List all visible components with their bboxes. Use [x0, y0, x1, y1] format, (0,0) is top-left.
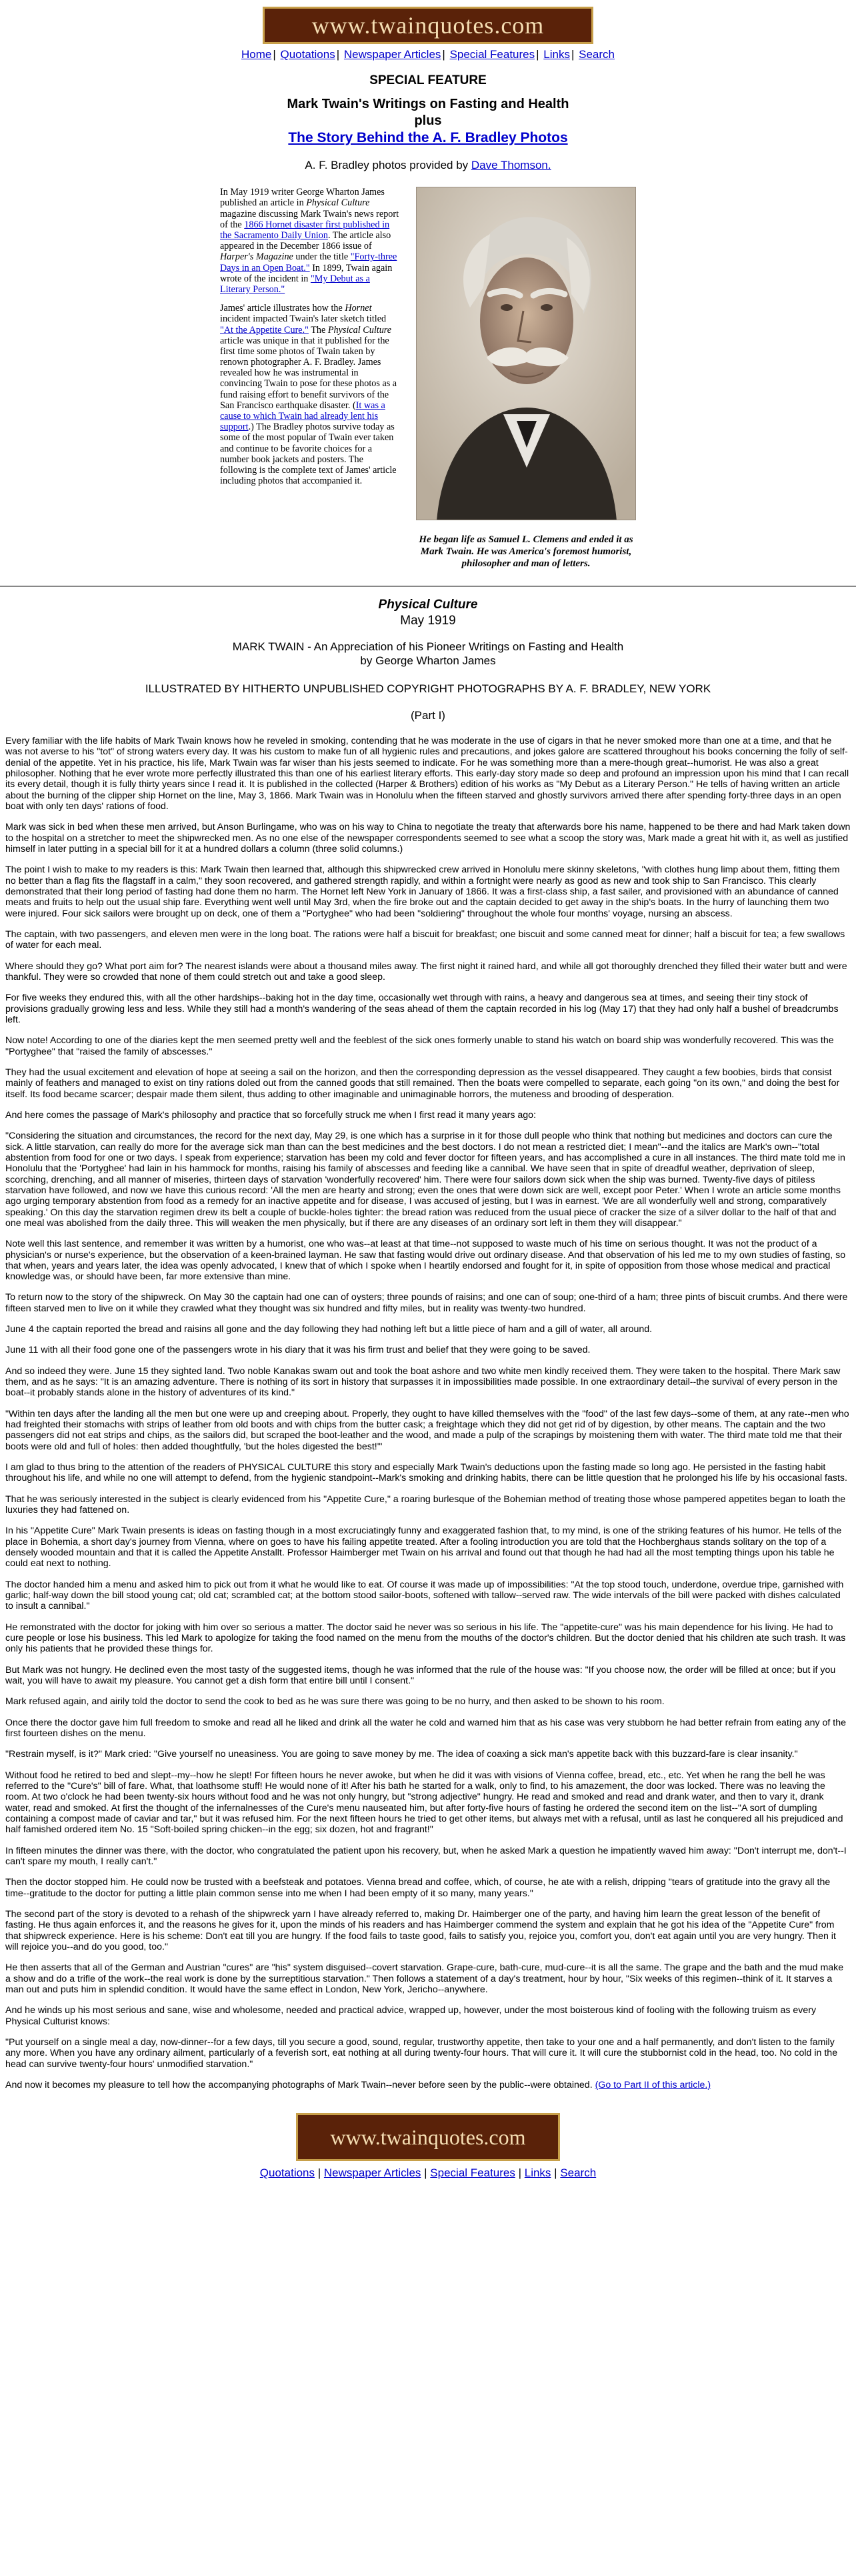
article-paragraph: Mark was sick in bed when these men arrived, but Anson Burlingame, who was on his way to China to negotiate the treaty that afterwards bore his name, happened to be there and had Mark taken down to the hospital on a stretcher to meet the shipwrecked men. As no one else of the newspaper correspondents seemed to see what a scoop the story was, Mark made a great hit with it, as well as justified himself in later putting in a special bill for it at a hundred dollars a column (three solid columns.): [5, 822, 851, 854]
article-paragraph: To return now to the story of the shipwreck. On May 30 the captain had one can of oysters; three pounds of raisins; and one can of soup; one-third of a ham; three pints of biscuit crumbs. And there were fifteen starved men to live on it while they crawled what they thought was six hundred and fifty miles, but in reality was twenty-two hundred.: [5, 1292, 848, 1314]
photo-credit-text: A. F. Bradley photos provided by: [305, 159, 471, 172]
title-link[interactable]: The Story Behind the A. F. Bradley Photos: [288, 130, 568, 145]
article-paragraph: The captain, with two passengers, and eleven men were in the long boat. The rations were half a biscuit for breakfast; one biscuit and some canned meat for dinner; half a biscuit for tea; a few swallows of water for each meal.: [5, 928, 845, 951]
article-paragraph: Then the doctor stopped him. He could now be trusted with a beefsteak and potatoes. Vienna bread and coffee, which, of course, he ate with a relish, dripping "tears of gratitude into the gravy all the time--gratitude to the doctor for putting a little plain common sense into me when I had been empty of it so many, many years.": [5, 1877, 831, 1899]
article-paragraph: In fifteen minutes the dinner was there, with the doctor, who congratulated the patient upon his recovery, but, when he asked Mark a question he impatiently waved him away: "Don't interrupt me, don't--I can't spare my mouth, I really can't.": [5, 1845, 847, 1867]
article-paragraph: Every familiar with the life habits of Mark Twain knows how he reveled in smoking, contending that he was moderate in the use of cigars in that he never smoked more than one at a time, and that he was not averse to his "tot" of strong waters every day. It was his custom to make fun of all hygienic rules and precautions, and jokes galore are scattered throughout his books concerning the folly of self-denial of the appetite. Yet in his practice, his life, Mark Twain was far wiser than his jests seemed to indicate. For he was something more than a mere-though great--humorist. He was also a great philosopher. Nothing that he ever wrote more perfectly illustrated this than one of his earliest literary efforts. This early-day story made so deep and profound an impression upon his mind that I can recall its every detail, though it is fully thirty years since I read it. It is published in the collected (Harper & Brothers) edition of his works as "My Debut as a Literary Person." He tells of having written an article about the burning of the clipper ship Hornet on the line, May 3, 1866. Mark Twain was in Honolulu when the fifteen starved and ghostly survivors arrived there after spending forty-three days in an open boat with only ten days' rations of food.: [5, 736, 849, 812]
footer-nav-newspaper-articles[interactable]: Newspaper Articles: [323, 2166, 421, 2180]
forty-three-days-link[interactable]: "Forty-three Days in an Open Boat.": [220, 251, 397, 273]
part-label: (Part I): [411, 709, 445, 722]
nav-search[interactable]: Search: [579, 48, 615, 61]
article-paragraph: June 11 with all their food gone one of the passengers wrote in his diary that it was his firm trust and belief that they were going to be saved.: [5, 1345, 591, 1356]
photo-credit: [0, 159, 856, 172]
article-paragraph: That he was seriously interested in the subject is clearly evidenced from his "Appetite Cure," a roaring burlesque of the Bohemian method of treating those whose pampered appetites began to loath the luxuries they had fattened on.: [5, 1493, 846, 1516]
article-paragraph: The doctor handed him a menu and asked him to pick out from it what he would like to eat. Of course it was made up of impossibilities: "At the top stood touch, underdone, overdue tripe, garnished with garlic; half-way down the bill stood young cat; old cat; scrambled cat; at the bottom stood sailor-boots, softened with tallow--served raw. The wide intervals of the bill were packed with dishes calculated to insult a cannibal.": [5, 1579, 844, 1612]
page-title: [0, 96, 856, 147]
title-line-2: plus: [414, 113, 442, 128]
nav-special-features[interactable]: Special Features: [449, 48, 535, 61]
photo-caption: He began life as Samuel L. Clemens and ended it as Mark Twain. He was America's foremost humorist, philosopher and man of letters.: [419, 534, 633, 570]
intro-text: [220, 187, 401, 570]
hornet-article-link[interactable]: 1866 Hornet disaster first published in the Sacramento Daily Union: [220, 219, 390, 241]
article-paragraph: And now it becomes my pleasure to tell how the accompanying photographs of Mark Twain--never before seen by the public--were obtained. (Go to Part II of this article.): [5, 2079, 711, 2090]
article-paragraph: June 4 the captain reported the bread and raisins all gone and the day following they had nothing left but a little piece of ham and a gill of water, all around.: [5, 1324, 653, 1335]
intro-paragraph-1: In May 1919 writer George Wharton James published an article in Physical Culture magazine discussing Mark Twain's news report of the 1866 Hornet disaster first published in the Sacramento Daily Union. The article also appeared in the December 1866 issue of Harper's Magazine under the title "Forty-three Days in an Open Boat." In 1899, Twain again wrote of the incident in "My Debut as a Literary Person.": [220, 187, 399, 295]
article-paragraph: For five weeks they endured this, with all the other hardships--baking hot in the day time, occasionally wet through with rains, a heavy and dangerous sea at times, and seeing their tiny stock of provisions gradually growing less and less. While they still had a month's wandering of the seas ahead of them the captain recorded in his log (May 17) that they had only half a bushel of breadcrumbs left.: [5, 993, 839, 1025]
nav-quotations[interactable]: Quotations: [280, 48, 335, 61]
article-paragraph: The second part of the story is devoted to a rehash of the shipwreck yarn I have already referred to, making Dr. Haimberger one of the party, and having him learn the great lesson of the benefit of fasting. He thus again enforces it, and the reasons he gives for it, upon the minds of his readers and has Haimberger commend the system and explain that he got his idea of the "Appetite Cure" from that shipwreck experience. Here is his scheme: Don't eat till you are hungry. If the food fails to taste good, fails to satisfy you, rejoice you, comfort you, don't eat again until you are very hungry. Then it will rejoice you--and do you good, too.": [5, 1908, 836, 1952]
article-paragraph: Mark refused again, and airily told the doctor to send the cook to bed as he was sure there was going to be no hurry, and then asked to be shown to his room.: [5, 1696, 665, 1708]
footer-nav-search[interactable]: Search: [560, 2166, 597, 2180]
footer-nav: Quotations | Newspaper Articles | Special Features | Links | Search: [259, 2166, 597, 2180]
article-paragraph: "Considering the situation and circumstances, the record for the next day, May 29, is one which has a surprise in it for those dull people who think that nothing but medicines and doctors can cure the sick. A little starvation, can really do more for the average sick man than can the best medicines and the best doctors. I do not mean a restricted diet; I mean"--and the italics are Mark's own--"total abstention from food for one or two days. I speak from experience; starvation has been my cold and fever doctor for fifteen years, and has accomplished a cure in all instances. The third mate told me in Honolulu that the 'Portyghee' had lain in his hammock for months, raising his family of abscesses and feeding like a cannibal. We have seen that in spite of dreadful weather, deprivation of sleep, scorching, drenching, and all manner of miseries, thirteen days of starvation 'wonderfully recovered' him. There were four sailors down sick when the ship was burned. Twenty-five days of pitiless starvation have followed, and now we have this curious record: 'All the men are hearty and strong; even the ones that were down sick are well, except poor Peter.' When I wrote an article some months ago urging temporary abstention from food as a remedy for an inactive appetite and for disease, I was accused of jesting, but I was in earnest. 'We are all wonderfully well and strong, comparatively speaking.' On this day the starvation regimen drew its belt a couple of buckle-holes tighter: the bread ration was reduced from the usual piece of cracker the size of a silver dollar to the half of that and one meal was abolished from the daily three. This will weaken the men physically, but if there are any diseases of an ordinary sort left in them they will disappear.": [5, 1131, 845, 1229]
next-part-link[interactable]: (Go to Part II of this article.): [595, 2079, 711, 2090]
article-paragraph: Now note! According to one of the diaries kept the men seemed pretty well and the feeblest of the sick ones formerly unable to stand his watch on board ship was wonderfully recovered. This was the "Portyghee" that "raised the family of abscesses.": [5, 1035, 834, 1057]
dave-thomson-link[interactable]: Dave Thomson.: [471, 159, 551, 172]
illustrated-note: ILLUSTRATED BY HITHERTO UNPUBLISHED COPYRIGHT PHOTOGRAPHS BY A. F. BRADLEY, NEW YORK: [145, 682, 711, 696]
footer-nav-special-features[interactable]: Special Features: [430, 2166, 515, 2180]
article-paragraph: "Restrain myself, is it?" Mark cried: "Give yourself no uneasiness. You are going to save money by me. The idea of coaxing a sick man's appetite back with this buzzard-fare is clear insanity.": [5, 1749, 798, 1760]
portrait-illustration: [417, 187, 636, 520]
article-paragraph: In his "Appetite Cure" Mark Twain presents is ideas on fasting though in a most excruciatingly funny and exaggerated fashion that, to my mind, is one of the striking features of his humor. He tells of the place in Bohemia, a short day's journey from Vienna, where on goes to have his failing appetite treated. After a fooling introduction you are told that the Hochberghaus stands solitary on the top of a densely wooded mountain and that it is called the Appetite Anstallt. Professor Haimberger met Twain on his arrival and found out that though he had had all the most tempting things upon his table he could eat next to nothing.: [5, 1525, 842, 1569]
article-paragraph: Without food he retired to bed and slept--my--how he slept! For fifteen hours he never awoke, but when he did it was with visions of Vienna coffee, bread, etc., etc. Yet when he rang the bell he was referred to the "Cure's" bill of fare. What, that loathsome stuff! He would none of it! After his bath he started for a walk, only to find, to his amazement, the door was locked. There was no leaving the room. At two o'clock he had been twenty-six hours without food and he was not only hungry, but "strong adjective" hungry. He read and smoked and read and drank water, and then to vary it, drank water, read and smoked. At first the thought of the infernalnesses of the Cure's menu nauseated him, but after forty-five hours of fasting he ordered the second item on the list--"A sort of dumpling containing a compost made of caviar and tar," but it was refused him. For the next fifteen hours he tried to get other items, but always met with a refusal, until as last he conquered all his prejudiced and half famished ordered item No. 15 "Soft-boiled spring chicken--in the egg; six dozen, hot and fragrant!": [5, 1770, 843, 1836]
footer-nav-quotations[interactable]: Quotations: [259, 2166, 315, 2180]
section-divider: [0, 586, 856, 587]
article-paragraph: Where should they go? What port aim for? The nearest islands were about a thousand miles away. The first night it rained hard, and while all got thoroughly drenched they filled their water butt and were thankful. They were so crowded that none of them could stretch out and take a good sleep.: [5, 960, 847, 983]
nav-links[interactable]: Links: [543, 48, 570, 61]
magazine-name: Physical Culture: [378, 598, 478, 612]
article-paragraph: "Put yourself on a single meal a day, now-dinner--for a few days, till you secure a good, sound, regular, trustworthy appetite, then take to your one and a half permanently, and don't listen to the family any more. When you have any ordinary ailment, particularly of a feverish sort, eat nothing at all during twenty-four hours. That will cure it. It will cure the stubbornist cold in the head, too. No cold in the head can survive twenty-four hours' unmodified starvation.": [5, 2036, 838, 2070]
intro-section: [0, 187, 856, 570]
nav-home[interactable]: Home: [241, 48, 272, 61]
article-paragraph: And so indeed they were. June 15 they sighted land. Two noble Kanakas swam out and took the boat ashore and two white men kindly received them. They were taken to the hospital. There Mark saw them, and as he says: "It is an amazing adventure. There is nothing of its sort in history that surpasses it in impossibilities made possible. In one extraordinary detail--the survival of every person in the boat--it probably stands alone in the history of adventures of its kind.": [5, 1365, 841, 1399]
article-paragraph: But Mark was not hungry. He declined even the most tasty of the suggested items, though he was informed that the rule of the house was: "If you choose now, the order will be filled at once; but if you wait, you will have to await my pleasure. You cannot get a dish form that entire bill until I consent.": [5, 1664, 836, 1687]
nav-newspaper-articles[interactable]: Newspaper Articles: [343, 48, 441, 61]
article-subtitle: MARK TWAIN - An Appreciation of his Pioneer Writings on Fasting and Health by George Wharton James: [0, 640, 856, 668]
article-paragraph: They had the usual excitement and elevation of hope at seeing a sail on the horizon, and then the corresponding depression as the vessel disappeared. They caught a few boobies, birds that consist mainly of feathers and managed to exist on tiny rations doled out from the canned goods that still remained. Then the boats were compelled to separate, each going "on its own," and doing the best for itself. Its food became scarcer; despair made them silent, thus adding to other imaginable and unimaginable horrors, the muteness and brooding of desperation.: [5, 1067, 840, 1100]
site-logo-text: www.twainquotes.com: [311, 12, 545, 39]
article-paragraph: The point I wish to make to my readers is this: Mark Twain then learned that, although this shipwrecked crew arrived in Honolulu mere skinny skeletons, "with clothes hung limp about them, fitting them no better than a flag fits the flagstaff in a calm," they soon recovered, and gathered strength rapidly, and within a fortnight were nearly as good as new and took ship to San Francisco. This clearly demonstrated that their long period of fasting had done them no harm. The Hornet left New York in January of 1866. It was a first-class ship, a fast sailer, and provisioned with an abundance of canned meats and fruits to help out the usual ship fare. Everything went well until May 3rd, when the fire broke out and the captain decided to get away in the ship's boats. In the hurry of launching them two were injured. Four sick sailors were brought up on deck, one of them a "Portyghee" who had been "soldiering" throughout the whole four months' voyage, nursing an abscess.: [5, 864, 840, 919]
top-nav: Home | Quotations | Newspaper Articles | Special Features | Links | Search: [241, 48, 615, 61]
article-paragraph: I am glad to thus bring to the attention of the readers of PHYSICAL CULTURE this story and especially Mark Twain's deductions upon the fasting made so long ago. He persisted in the fasting habit throughout his life, and while no one will attempt to defend, from the hygienic standpoint--Mark's smoking and drinking habits, there can be little question that he prolonged his life by his occasional fasts.: [5, 1462, 847, 1484]
earthquake-cause-link[interactable]: It was a cause to which Twain had already lent his support: [220, 400, 385, 433]
issue-date: May 1919: [400, 614, 456, 628]
article-paragraph: And he winds up his most serious and sane, wise and wholesome, needed and practical advice, wrapped up, however, under the most boisterous kind of fooling with the following truism as every Physical Culturist knows:: [5, 2005, 817, 2027]
title-line-1: Mark Twain's Writings on Fasting and Health: [287, 97, 569, 111]
article-header: [0, 598, 856, 722]
literary-debut-link[interactable]: "My Debut as a Literary Person.": [220, 273, 370, 295]
article-paragraph: He remonstrated with the doctor for joking with him over so serious a matter. The doctor said he never was so serious in his life. The "appetite-cure" was his main dependence for his living. He had to cure people or lose his business. This led Mark to apologize for taking the food named on the menu from the mouths of the doctor's children. But the doctor denied that his children ate such trash. It was only his patients that he provided these things for.: [5, 1622, 846, 1655]
article-paragraph: Once there the doctor gave him full freedom to smoke and read all he liked and drink all the water he cold and warned him that as his case was very stubborn he had better refrain from eating any of the first fourteen dishes on the menu.: [5, 1717, 847, 1739]
section-heading: SPECIAL FEATURE: [369, 73, 487, 87]
mark-twain-portrait: [416, 187, 636, 520]
article-body: [0, 736, 856, 2090]
article-paragraph: And here comes the passage of Mark's philosophy and practice that so forcefully struck me when I first read it many years ago:: [5, 1109, 537, 1121]
appetite-cure-link[interactable]: "At the Appetite Cure.": [220, 324, 309, 336]
footer-logo-text: www.twainquotes.com: [330, 2124, 526, 2149]
article-paragraph: Note well this last sentence, and remember it was written by a humorist, one who was--at least at that time--not supposed to waste much of his time on serious thought. It was not the product of a physician's or nurse's experience, but the observation of a keen-brained layman. He saw that fasting would drive out ordinary disease. And that observation of his led me to my own studies of fasting, so that when, years and years later, the idea was openly advocated, I knew that of which I spoke when I heartily endorsed and fought for it, in spite of opposition from those whose medical and practical knowledge was, or should have been, far more extensive than mine.: [5, 1239, 846, 1283]
article-paragraph: "Within ten days after the landing all the men but one were up and creeping about. Properly, they ought to have killed themselves with the "food" of the last few days--some of them, at any rate--men who had freighted their stomachs with strips of leather from old boots and with chips from the butter cask; a freightage which they did not get rid of by digestion, by other means. The captain and the two passengers did not eat strips and chips, as the sailors did, but scraped the boot-leather and the wood, and made a pulp of the scrapings by moistening them with water. The third mate told me that their boots were old and full of holes: then added thoughtfully, 'but the holes digested the best!'": [5, 1408, 849, 1452]
footer-nav-links[interactable]: Links: [524, 2166, 551, 2180]
photo-block: [416, 187, 636, 570]
article-paragraph: He then asserts that all of the German and Austrian "cures" are "his" system disguised--covert starvation. Grape-cure, bath-cure, mud-cure--it is all the same. The grape and the bath and the mud make a show and do a trifle of the work--the real work is done by the surreptitious starvation." Then follows a statement of a day's treatment, hour by hour, "Six weeks of this regimen--think of it. It starves a man out and puts him in splendid condition. It would have the same effect in London, New York, Jericho--anywhere.: [5, 1962, 844, 1995]
footer-banner[interactable]: [296, 2113, 560, 2161]
header-banner[interactable]: [263, 7, 593, 44]
article-byline: by George Wharton James: [360, 654, 496, 667]
intro-paragraph-2: James' article illustrates how the Hornet incident impacted Twain's later sketch titled "At the Appetite Cure." The Physical Culture article was unique in that it published for the first time some photos of Twain taken by renown photographer A. F. Bradley. James revealed how he was instrumental in convincing Twain to pose for these photos as a fund raising effort to benefit survivors of the San Francisco earthquake disaster. (It was a cause to which Twain had already lent his support.) The Bradley photos survive today as some of the most popular of Twain ever taken and continue to be favorite choices for a number book jackets and posters. The following is the complete text of James' article including photos that accompanied it.: [220, 303, 397, 487]
